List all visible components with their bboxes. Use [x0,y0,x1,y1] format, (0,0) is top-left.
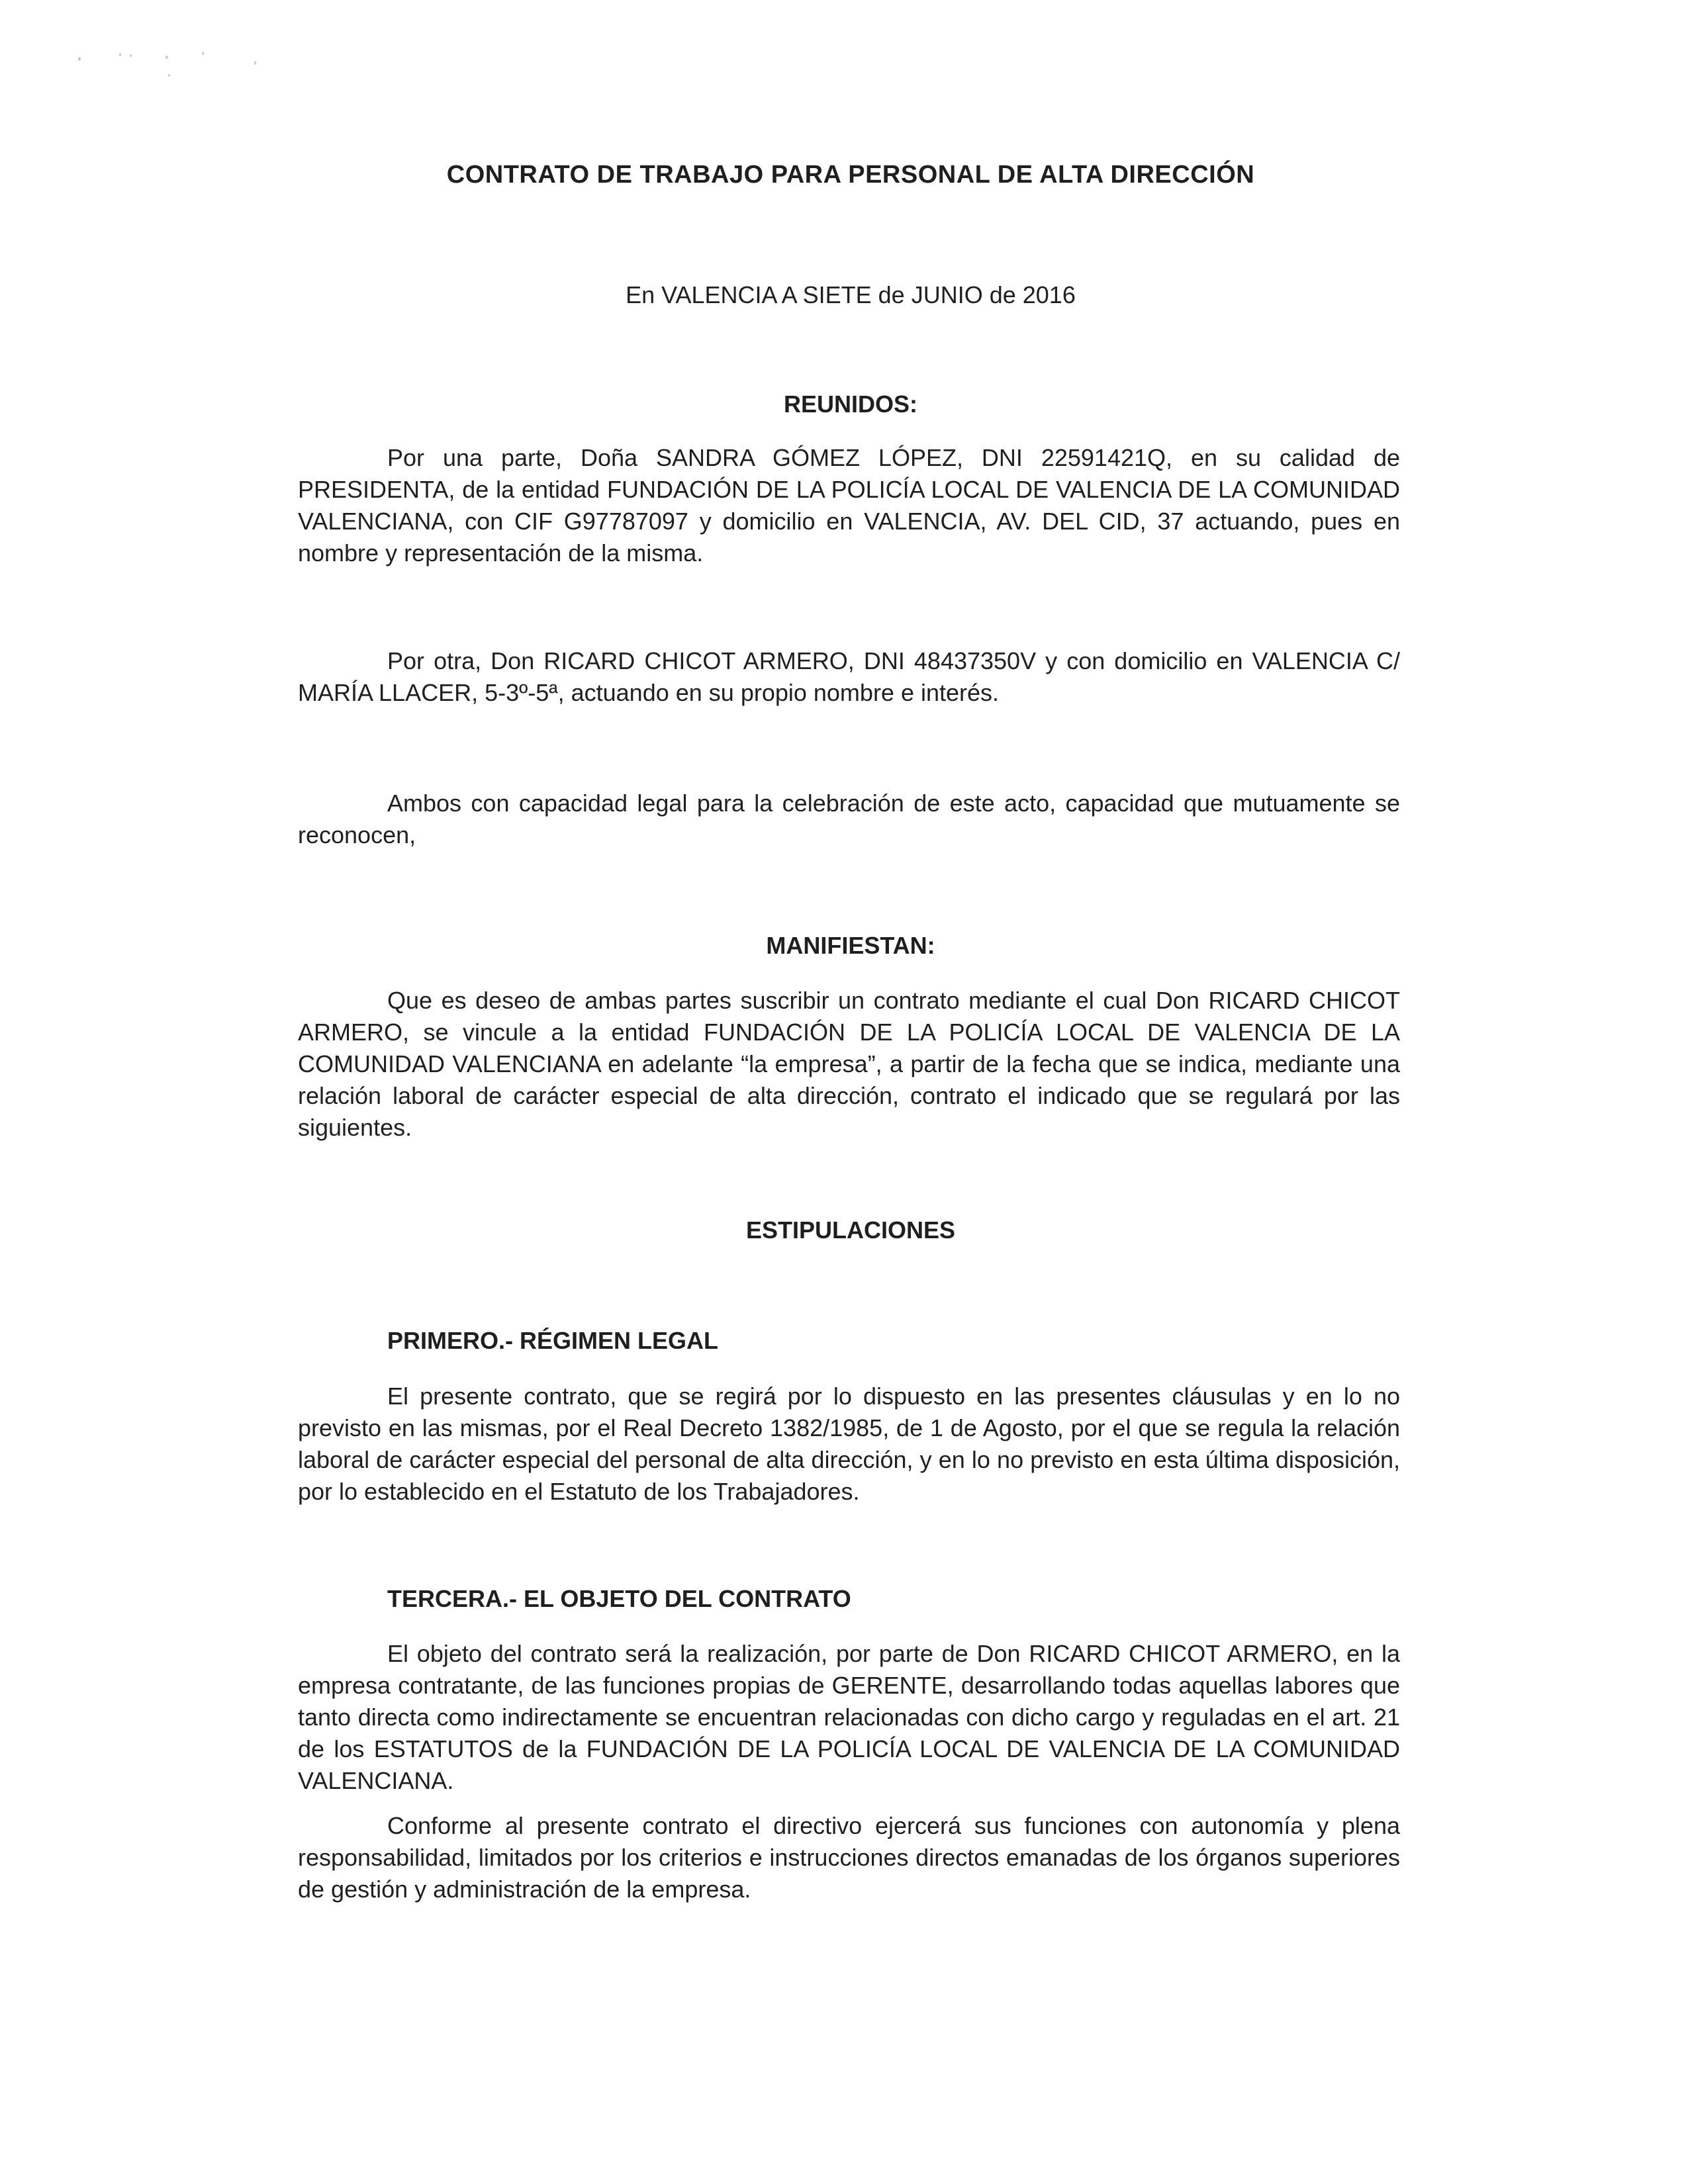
document-title: CONTRATO DE TRABAJO PARA PERSONAL DE ALTA DIRECCIÓN [446,161,1255,189]
manifiestan-heading: MANIFIESTAN: [766,932,935,959]
tercera-heading: TERCERA.- EL OBJETO DEL CONTRATO [387,1585,851,1612]
primero-heading: PRIMERO.- RÉGIMEN LEGAL [387,1327,719,1354]
scan-artifact [254,61,256,65]
party-two-paragraph: Por otra, Don RICARD CHICOT ARMERO, DNI 48437350V y con domicilio en VALENCIA C/ MARÍA LLACER, 5-3º-5ª, actuando en su propio nombre e interés. [298,647,1400,706]
primero-paragraph: El presente contrato, que se regirá por lo dispuesto en las presentes cláusulas y en lo no previsto en las mismas, por el Real Decreto 1382/1985, de 1 de Agosto, por el que se regula la relación laboral de carácter especial del personal de alta dirección, y en lo no previsto en esta última disposición, por lo establecido en el Estatuto de los Trabajadores. [298,1383,1400,1505]
capacity-paragraph: Ambos con capacidad legal para la celebración de este acto, capacidad que mutuamente se reconocen, [298,790,1400,848]
scan-artifact [165,56,168,59]
tercera-paragraph-1: El objeto del contrato será la realización, por parte de Don RICARD CHICOT ARMERO, en la empresa contratante, de las funciones propias de GERENTE, desarrollando todas aquellas labores que tanto directa como indirectamente se encuentran relacionadas con dicho cargo y reguladas en el art. 21 de los ESTATUTOS de la FUNDACIÓN DE LA POLICÍA LOCAL DE VALENCIA DE LA COMUNIDAD VALENCIANA. [298,1640,1400,1794]
scan-artifact [130,54,132,57]
scan-artifact [78,57,81,61]
scan-artifact [202,52,204,55]
tercera-paragraph-2: Conforme al presente contrato el directivo ejercerá sus funciones con autonomía y plena responsabilidad, limitados por los criterios e instrucciones directos emanadas de los órganos superiores de gestión y administración de la empresa. [298,1812,1400,1903]
manifiestan-paragraph: Que es deseo de ambas partes suscribir un contrato mediante el cual Don RICARD CHICOT ARMERO, se vincule a la entidad FUNDACIÓN DE LA POLICÍA LOCAL DE VALENCIA DE LA COMUNIDAD VALENCIANA en adelante “la empresa”, a partir de la fecha que se indica, mediante una relación laboral de carácter especial de alta dirección, contrato el indicado que se regulará por las siguientes. [298,987,1400,1141]
place-and-date: En VALENCIA A SIETE de JUNIO de 2016 [626,281,1076,308]
estipulaciones-heading: ESTIPULACIONES [745,1216,956,1244]
scan-artifact [119,53,121,56]
party-one-paragraph: Por una parte, Doña SANDRA GÓMEZ LÓPEZ, DNI 22591421Q, en su calidad de PRESIDENTA, de la entidad FUNDACIÓN DE LA POLICÍA LOCAL DE VALENCIA DE LA COMUNIDAD VALENCIANA, con CIF G97787097 y domicilio en VALENCIA, AV. DEL CID, 37 actuando, pues en nombre y representación de la misma. [298,444,1400,567]
reunidos-heading: REUNIDOS: [783,390,917,418]
scan-artifact [168,74,170,77]
